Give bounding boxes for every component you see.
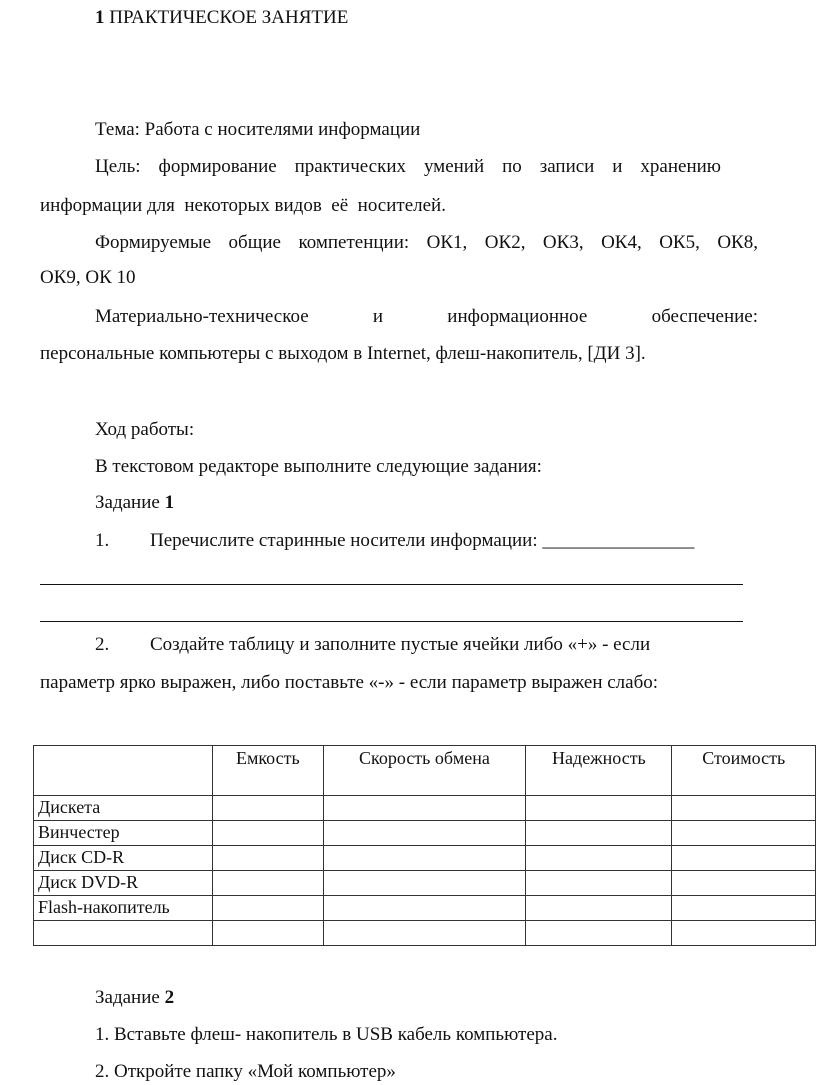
- table-row: [34, 871, 816, 896]
- support-line-2: персональные компьютеры с выходом в Internet, флеш-накопитель, [ДИ 3].: [40, 343, 646, 364]
- topic-text: Работа с носителями информации: [144, 119, 421, 140]
- page-title: [95, 6, 348, 30]
- table-cell[interactable]: [526, 846, 672, 871]
- table-cell[interactable]: [213, 921, 323, 946]
- goal-line-2: информации для некоторых видов её носителей.: [40, 195, 446, 216]
- table-cell[interactable]: [526, 921, 672, 946]
- task1-heading: [95, 491, 174, 515]
- task1-item1: Перечислите старинные носители информации: ________________: [150, 530, 695, 551]
- competencies-line-1: Формируемые общие компетенции: ОК1, ОК2, ОК3, ОК4, ОК5, ОК8,: [95, 232, 758, 253]
- table-cell[interactable]: [213, 846, 323, 871]
- instruction: В текстовом редакторе выполните следующие задания:: [95, 456, 542, 477]
- title-text: ПРАКТИЧЕСКОЕ ЗАНЯТИЕ: [109, 7, 349, 28]
- goal-line-1: [95, 155, 721, 179]
- row-label[interactable]: [34, 921, 213, 946]
- table-cell[interactable]: [323, 821, 526, 846]
- task2-label: Задание: [95, 987, 160, 1008]
- answer-line[interactable]: [40, 584, 743, 585]
- table-cell[interactable]: [526, 821, 672, 846]
- table-header-row: [34, 746, 816, 796]
- table-row: [34, 896, 816, 921]
- table-cell[interactable]: [672, 796, 816, 821]
- task2-heading: [95, 986, 174, 1010]
- topic-label: Тема:: [95, 119, 140, 140]
- table-row: [34, 821, 816, 846]
- task1-item1-number: 1.: [95, 530, 110, 551]
- header-cell: Скорость обмена: [323, 746, 526, 796]
- support-line-1: Материально-техническое и информационное обеспечение:: [95, 306, 758, 327]
- table-cell[interactable]: [672, 921, 816, 946]
- table-row: [34, 921, 816, 946]
- table-cell[interactable]: [672, 821, 816, 846]
- task1-item2-number: 2.: [95, 634, 110, 655]
- answer-line[interactable]: [40, 621, 743, 622]
- header-cell: Надежность: [526, 746, 672, 796]
- table-cell[interactable]: [323, 796, 526, 821]
- table-cell[interactable]: [213, 821, 323, 846]
- table-cell[interactable]: [672, 871, 816, 896]
- table-cell[interactable]: [526, 896, 672, 921]
- task1-item2-line-2: параметр ярко выражен, либо поставьте «-» - если параметр выражен слабо:: [40, 672, 659, 693]
- row-label: Дискета: [34, 796, 213, 821]
- task2-number: 2: [164, 987, 175, 1008]
- row-label: Flash-накопитель: [34, 896, 213, 921]
- header-cell: Стоимость: [672, 746, 816, 796]
- goal-label: Цель:: [95, 156, 141, 177]
- header-cell: [34, 746, 213, 796]
- title-number: 1: [95, 7, 105, 28]
- task1-label: Задание: [95, 492, 160, 513]
- row-label: Диск DVD-R: [34, 871, 213, 896]
- media-table: [33, 745, 816, 946]
- task2-step: 1. Вставьте флеш- накопитель в USB кабель компьютера.: [95, 1024, 558, 1045]
- goal-text: формирование практических умений по записи и хранению: [158, 156, 721, 177]
- table-cell[interactable]: [526, 871, 672, 896]
- header-cell: Емкость: [213, 746, 323, 796]
- table-cell[interactable]: [672, 846, 816, 871]
- table-cell[interactable]: [323, 846, 526, 871]
- table-cell[interactable]: [323, 871, 526, 896]
- row-label: Диск CD-R: [34, 846, 213, 871]
- table-cell[interactable]: [323, 896, 526, 921]
- row-label: Винчестер: [34, 821, 213, 846]
- table-cell[interactable]: [526, 796, 672, 821]
- table-cell[interactable]: [213, 896, 323, 921]
- table-cell[interactable]: [672, 896, 816, 921]
- table-row: [34, 846, 816, 871]
- table-cell[interactable]: [323, 921, 526, 946]
- task1-number: 1: [164, 492, 175, 513]
- competencies-line-2: ОК9, ОК 10: [40, 267, 136, 288]
- task2-step: 2. Откройте папку «Мой компьютер»: [95, 1061, 396, 1082]
- table-cell[interactable]: [213, 871, 323, 896]
- workflow-heading: Ход работы:: [95, 419, 195, 440]
- table-cell[interactable]: [213, 796, 323, 821]
- table-row: [34, 796, 816, 821]
- topic: [95, 118, 420, 142]
- task1-item2-line-1: Создайте таблицу и заполните пустые ячейки либо «+» - если: [150, 634, 651, 655]
